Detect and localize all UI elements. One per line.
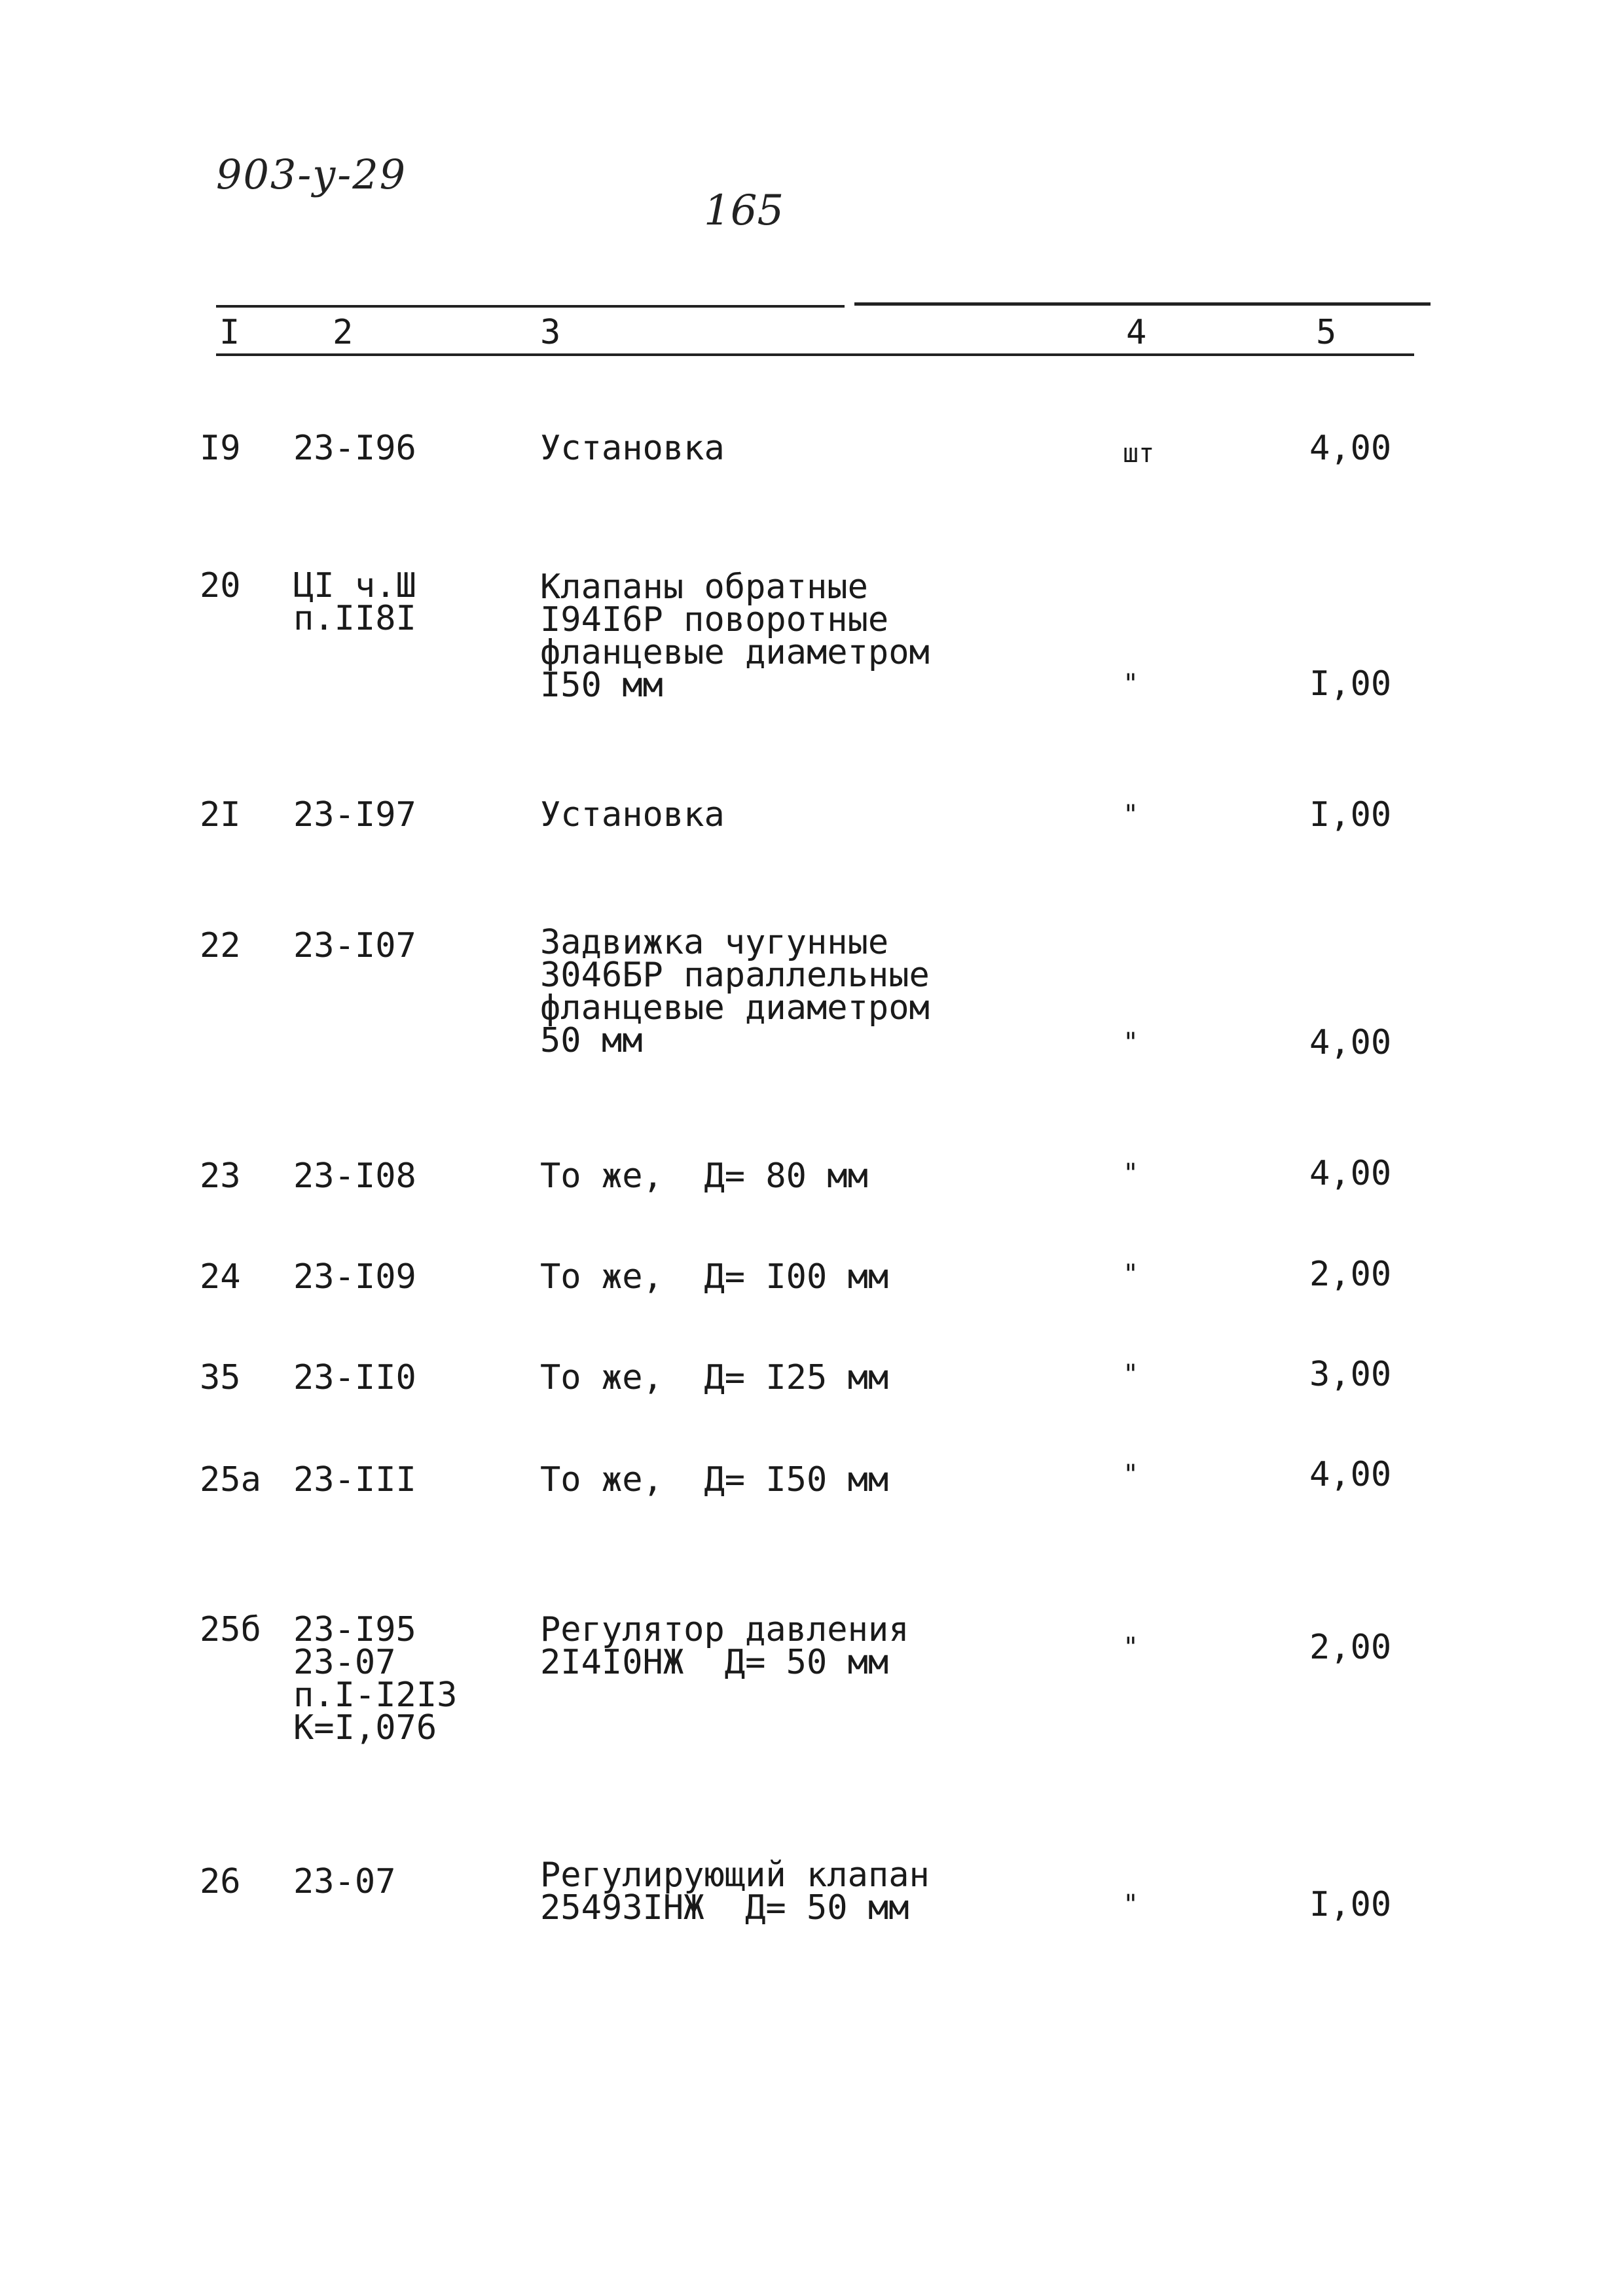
- column-header-2: 2: [333, 313, 354, 352]
- row-name: Клапаны обратные I94I6Р поворотные фланцевые диаметром I50 мм: [540, 567, 930, 705]
- row-qty: I,00: [1309, 664, 1392, 704]
- table-top-rule-right: [854, 302, 1431, 306]
- column-header-5: 5: [1316, 313, 1337, 352]
- column-header-4: 4: [1126, 313, 1147, 352]
- row-qty: 4,00: [1309, 1023, 1392, 1062]
- row-number: 26: [200, 1862, 241, 1901]
- row-qty: I,00: [1309, 1885, 1392, 1924]
- row-code: 23-II0: [293, 1358, 416, 1397]
- row-name: То же, Д= 80 мм: [540, 1157, 868, 1196]
- document-code: 903-у-29: [216, 151, 407, 198]
- row-number: 2I: [200, 795, 241, 834]
- row-qty: I,00: [1309, 795, 1392, 834]
- row-name: Установка: [540, 795, 725, 834]
- row-qty: 4,00: [1309, 429, 1392, 468]
- row-code: 23-I96: [293, 429, 416, 468]
- row-code: 23-III: [293, 1460, 416, 1499]
- row-unit: шт: [1123, 439, 1155, 469]
- row-unit: ": [1123, 1890, 1139, 1920]
- row-code: 23-I09: [293, 1257, 416, 1297]
- row-name: Регулятор давления 2I4I0НЖ Д= 50 мм: [540, 1610, 909, 1682]
- row-unit: ": [1123, 1359, 1139, 1390]
- row-name: Установка: [540, 429, 725, 468]
- row-unit: ": [1123, 1632, 1139, 1662]
- table-top-rule: [216, 305, 845, 308]
- row-unit: ": [1123, 1460, 1139, 1490]
- row-unit: ": [1123, 1028, 1139, 1058]
- header-rule: [216, 353, 1414, 356]
- row-code: 23-I95 23-07 п.I-I2I3 К=I,076: [293, 1610, 458, 1748]
- row-name: То же, Д= I25 мм: [540, 1358, 889, 1397]
- row-name: То же, Д= I50 мм: [540, 1460, 889, 1499]
- column-header-1: I: [219, 313, 240, 352]
- row-qty: 2,00: [1309, 1255, 1392, 1294]
- row-number: 35: [200, 1358, 241, 1397]
- row-qty: 3,00: [1309, 1355, 1392, 1394]
- row-unit: ": [1123, 1158, 1139, 1189]
- row-number: 22: [200, 926, 241, 965]
- row-name: То же, Д= I00 мм: [540, 1257, 889, 1297]
- row-name: Регулирующий клапан 25493IНЖ Д= 50 мм: [540, 1856, 930, 1928]
- row-code: 23-I97: [293, 795, 416, 834]
- row-code: 23-I08: [293, 1157, 416, 1196]
- row-unit: ": [1123, 669, 1139, 699]
- row-qty: 2,00: [1309, 1628, 1392, 1667]
- page-number: 165: [704, 187, 784, 235]
- row-number: 23: [200, 1157, 241, 1196]
- row-unit: ": [1123, 1259, 1139, 1289]
- row-code: ЦI ч.Ш п.II8I: [293, 566, 416, 638]
- row-code: 23-07: [293, 1862, 396, 1901]
- row-number: 25а: [200, 1460, 261, 1499]
- column-header-3: 3: [540, 313, 561, 352]
- row-number: 20: [200, 566, 241, 605]
- row-number: 25б: [200, 1610, 261, 1649]
- row-name: Задвижка чугунные 3046БР параллельные фланцевые диаметром 50 мм: [540, 923, 930, 1060]
- row-number: 24: [200, 1257, 241, 1297]
- row-code: 23-I07: [293, 926, 416, 965]
- row-qty: 4,00: [1309, 1455, 1392, 1494]
- row-qty: 4,00: [1309, 1154, 1392, 1193]
- row-number: I9: [200, 429, 241, 468]
- row-unit: ": [1123, 800, 1139, 830]
